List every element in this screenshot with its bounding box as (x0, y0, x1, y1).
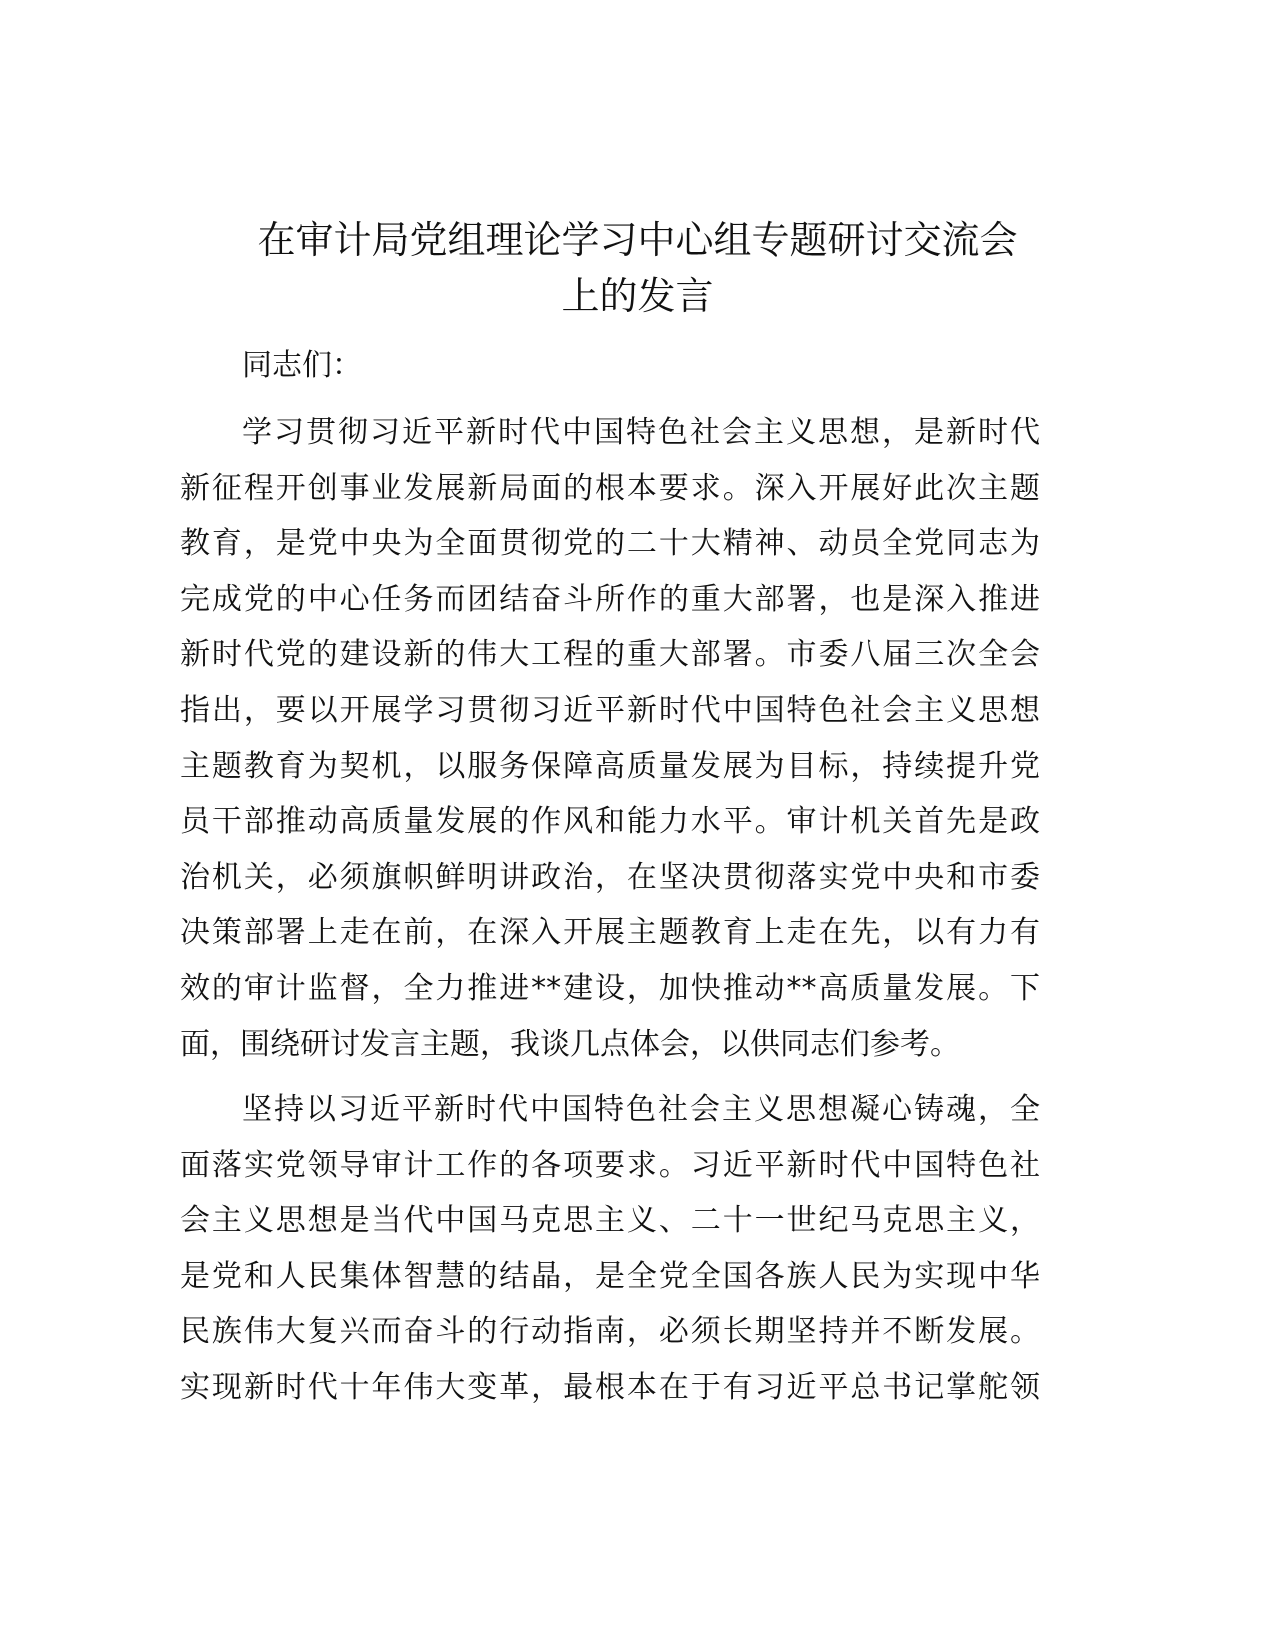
paragraph-2-line: 是党和人民集体智慧的结晶，是全党全国各族人民为实现中华 (180, 1258, 1040, 1294)
paragraph-2-line: 面落实党领导审计工作的各项要求。习近平新时代中国特色社 (180, 1147, 1040, 1183)
paragraph-1-line: 新时代党的建设新的伟大工程的重大部署。市委八届三次全会 (180, 637, 1040, 673)
paragraph-1-line: 指出，要以开展学习贯彻习近平新时代中国特色社会主义思想 (180, 693, 1040, 728)
paragraph-2-line: 坚持以习近平新时代中国特色社会主义思想凝心铸魂，全 (242, 1092, 1040, 1127)
paragraph-1-line: 新征程开创事业发展新局面的根本要求。深入开展好此次主题 (180, 470, 1040, 506)
paragraph-1-line: 员干部推动高质量发展的作风和能力水平。审计机关首先是政 (180, 804, 1040, 840)
paragraph-2-line: 民族伟大复兴而奋斗的行动指南，必须长期坚持并不断发展。 (180, 1314, 1040, 1350)
paragraph-1-line: 完成党的中心任务而团结奋斗所作的重大部署，也是深入推进 (180, 581, 1040, 617)
document-title-line-1: 在审计局党组理论学习中心组专题研讨交流会 (257, 218, 1018, 262)
paragraph-2-line: 会主义思想是当代中国马克思主义、二十一世纪马克思主义， (180, 1203, 1040, 1239)
paragraph-1-line: 教育，是党中央为全面贯彻党的二十大精神、动员全党同志为 (180, 526, 1040, 562)
paragraph-2-line: 实现新时代十年伟大变革，最根本在于有习近平总书记掌舵领 (180, 1370, 1040, 1405)
paragraph-1-line: 面，围绕研讨发言主题，我谈几点体会，以供同志们参考。 (180, 1026, 960, 1062)
paragraph-1-line: 治机关，必须旗帜鲜明讲政治，在坚决贯彻落实党中央和市委 (180, 859, 1040, 895)
document-title-line-2: 上的发言 (561, 274, 714, 318)
paragraph-1-line: 效的审计监督，全力推进**建设，加快推动**高质量发展。下 (180, 971, 1040, 1006)
paragraph-1-line: 学习贯彻习近平新时代中国特色社会主义思想，是新时代 (242, 415, 1040, 450)
paragraph-1-line: 决策部署上走在前，在深入开展主题教育上走在先，以有力有 (180, 915, 1040, 951)
salutation: 同志们： (242, 348, 362, 383)
paragraph-1-line: 主题教育为契机，以服务保障高质量发展为目标，持续提升党 (180, 748, 1040, 784)
